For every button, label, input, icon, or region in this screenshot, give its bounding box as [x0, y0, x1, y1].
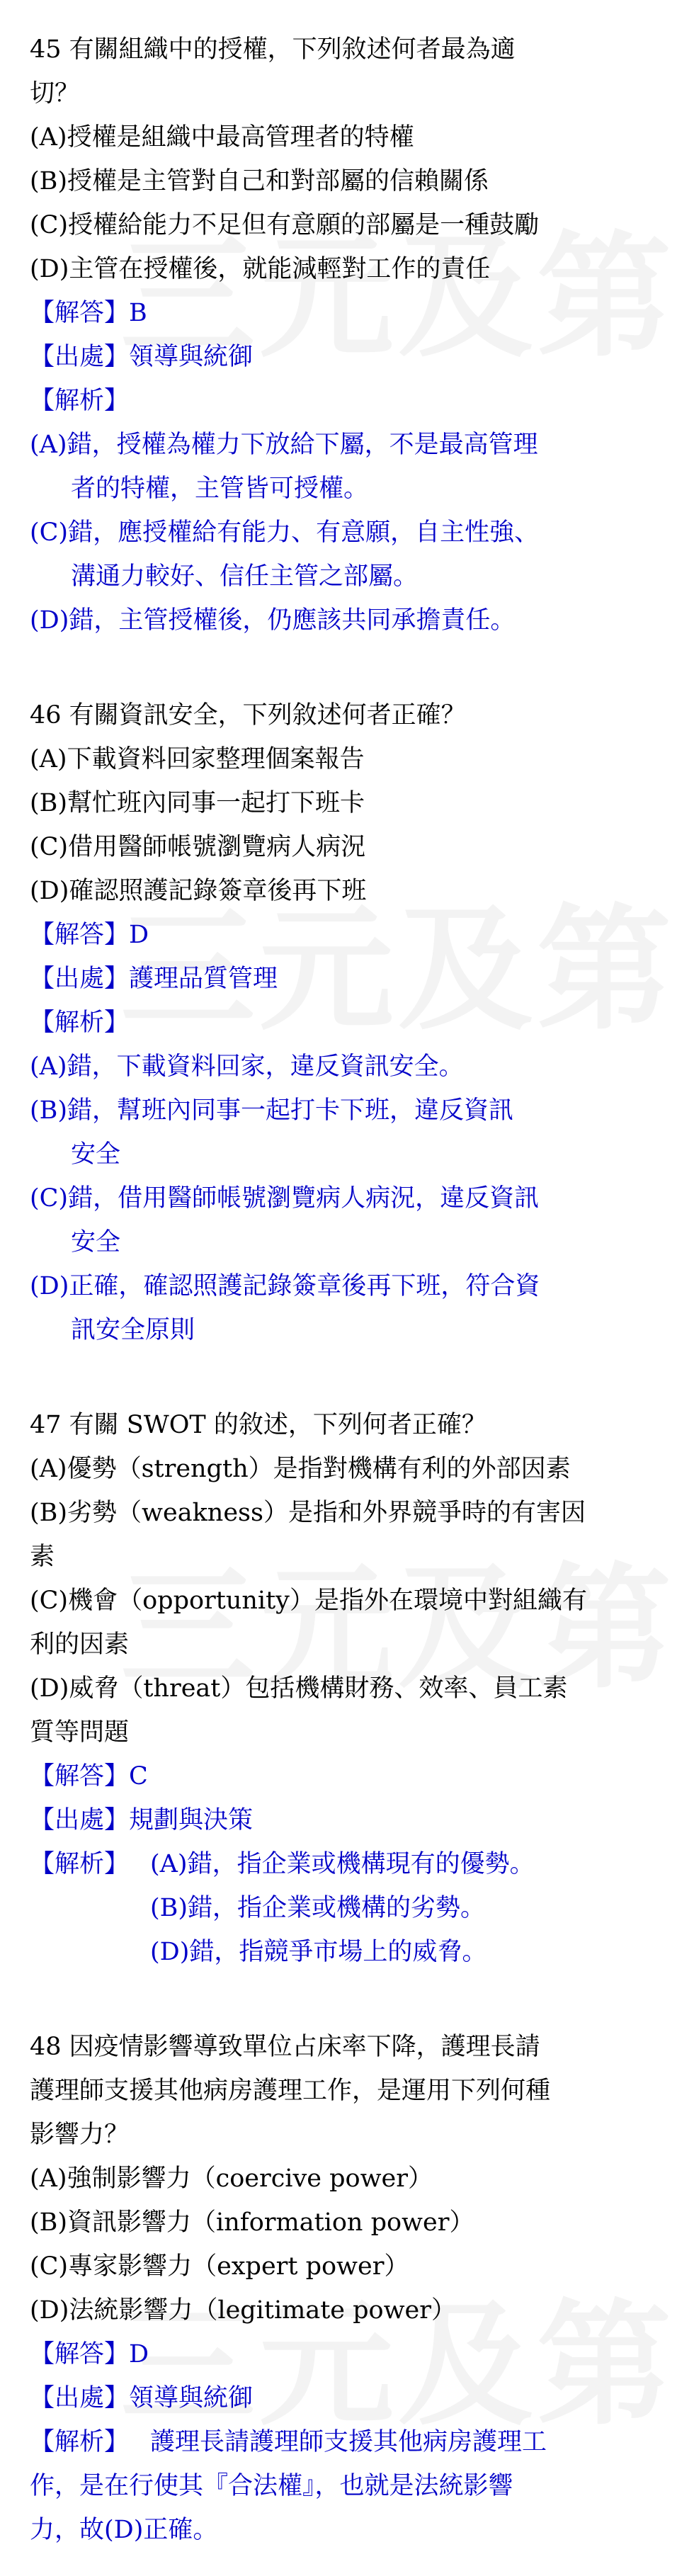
- analysis-line: 溝通力較好、信任主管之部屬。: [71, 562, 419, 591]
- analysis-line: 安全: [71, 1228, 121, 1256]
- option-d-cont: 質等問題: [30, 1718, 130, 1747]
- source: 【出處】領導與統御: [30, 2384, 254, 2412]
- analysis-line: 安全: [71, 1140, 121, 1169]
- question-text: 47 有關 SWOT 的敘述，下列何者正確？: [30, 1411, 487, 1439]
- analysis-line: (A)錯，下載資料回家，違反資訊安全。: [30, 1052, 464, 1081]
- analysis-line: (D)正確，確認照護記錄簽章後再下班，符合資: [30, 1272, 540, 1300]
- option-a: (A)下載資料回家整理個案報告: [30, 745, 365, 773]
- analysis-line: 作，是在行使其『合法權』，也就是法統影響: [30, 2472, 513, 2500]
- question-text: 45 有關組織中的授權，下列敘述何者最為適: [30, 35, 516, 64]
- analysis-line: (B)錯，幫班內同事一起打卡下班，違反資訊: [30, 1096, 514, 1125]
- option-c: (C)借用醫師帳號瀏覽病人病況: [30, 833, 366, 861]
- option-b: (B)幫忙班內同事一起打下班卡: [30, 789, 365, 817]
- analysis-line: (C)錯，應授權給有能力、有意願，自主性強、: [30, 518, 540, 547]
- question-text: 48 因疫情影響導致單位占床率下降，護理長請: [30, 2033, 540, 2061]
- question-text: 影響力？: [30, 2121, 130, 2149]
- option-b: (B)資訊影響力（information power）: [30, 2208, 474, 2237]
- answer: 【解答】C: [30, 1762, 148, 1791]
- analysis-label: 【解析】: [30, 2428, 130, 2456]
- analysis-line: 護理長請護理師支援其他病房護理工: [150, 2428, 547, 2456]
- option-c: (C)機會（opportunity）是指外在環境中對組織有: [30, 1587, 587, 1615]
- option-d: (D)主管在授權後，就能減輕對工作的責任: [30, 255, 491, 283]
- option-b-cont: 素: [30, 1543, 55, 1571]
- option-d: (D)法統影響力（legitimate power）: [30, 2296, 456, 2325]
- analysis-line: (D)錯，指競爭市場上的威脅。: [150, 1938, 487, 1966]
- analysis-line: (B)錯，指企業或機構的劣勢。: [150, 1894, 486, 1922]
- question-text: 護理師支援其他病房護理工作，是運用下列何種: [30, 2077, 551, 2105]
- analysis-line: 訊安全原則: [71, 1316, 195, 1344]
- analysis-line: (C)錯，借用醫師帳號瀏覽病人病況，違反資訊: [30, 1184, 540, 1213]
- analysis-line: (D)錯，主管授權後，仍應該共同承擔責任。: [30, 606, 516, 635]
- option-d: (D)威脅（threat）包括機構財務、效率、員工素: [30, 1674, 568, 1703]
- analysis-label: 【解析】: [30, 1009, 130, 1037]
- question-text: 46 有關資訊安全，下列敘述何者正確？: [30, 701, 466, 730]
- source: 【出處】護理品質管理: [30, 965, 278, 993]
- option-c: (C)授權給能力不足但有意願的部屬是一種鼓勵: [30, 211, 540, 239]
- analysis-line: 者的特權，主管皆可授權。: [71, 475, 369, 503]
- answer: 【解答】B: [30, 299, 147, 327]
- option-c-cont: 利的因素: [30, 1630, 130, 1659]
- source: 【出處】規劃與決策: [30, 1806, 254, 1834]
- option-b: (B)劣勢（weakness）是指和外界競爭時的有害因: [30, 1499, 586, 1527]
- option-a: (A)授權是組織中最高管理者的特權: [30, 123, 414, 152]
- analysis-label: 【解析】: [30, 387, 130, 415]
- option-a: (A)強制影響力（coercive power）: [30, 2164, 433, 2193]
- analysis-line: (A)錯，指企業或機構現有的優勢。: [150, 1850, 535, 1878]
- option-a: (A)優勢（strength）是指對機構有利的外部因素: [30, 1455, 571, 1483]
- answer: 【解答】D: [30, 2340, 149, 2368]
- source: 【出處】領導與統御: [30, 343, 254, 371]
- option-b: (B)授權是主管對自己和對部屬的信賴關係: [30, 167, 489, 195]
- question-text: 切？: [30, 79, 80, 108]
- analysis-line: (A)錯，授權為權力下放給下屬，不是最高管理: [30, 431, 538, 459]
- option-d: (D)確認照護記錄簽章後再下班: [30, 877, 367, 905]
- option-c: (C)專家影響力（expert power）: [30, 2252, 409, 2281]
- analysis-label: 【解析】: [30, 1850, 130, 1878]
- answer: 【解答】D: [30, 921, 149, 949]
- analysis-line: 力，故(D)正確。: [30, 2516, 218, 2544]
